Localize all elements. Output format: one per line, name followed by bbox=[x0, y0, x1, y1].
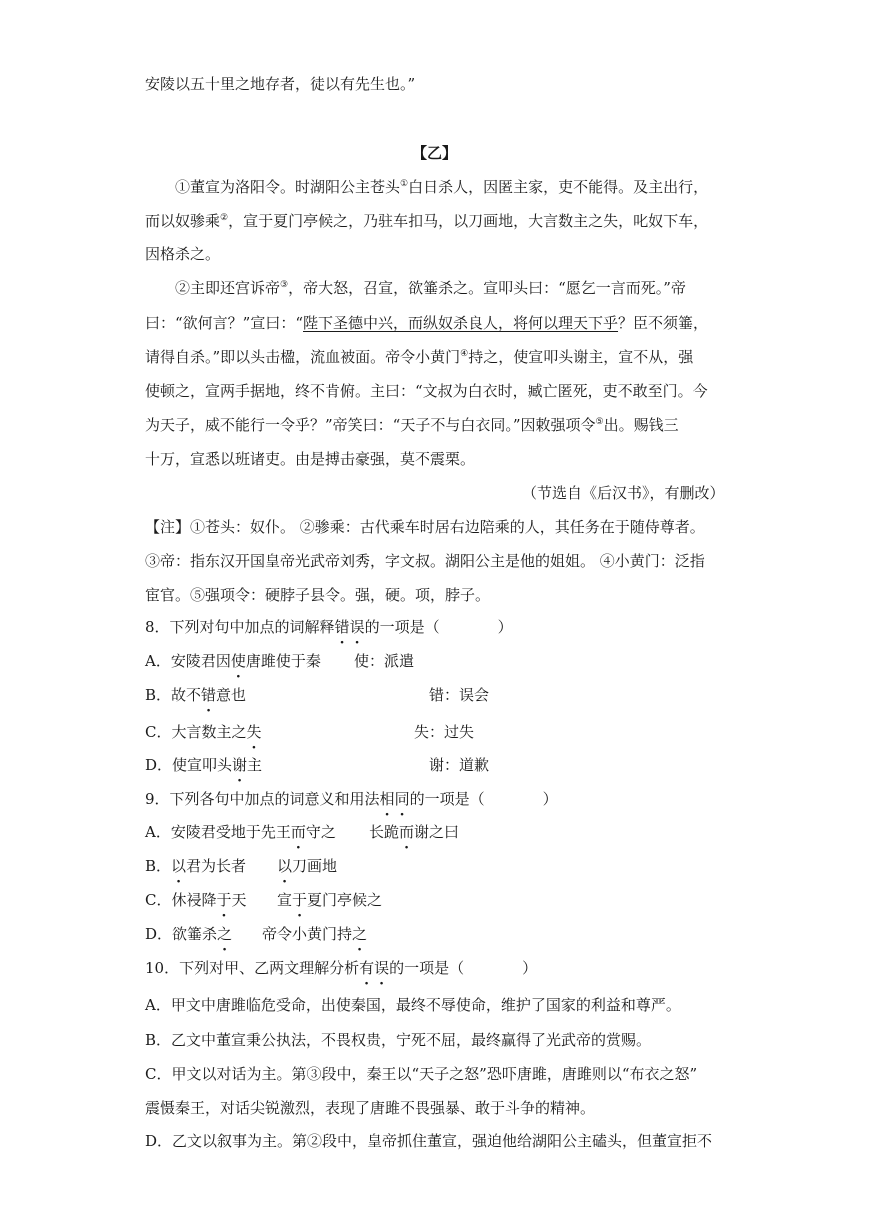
dotted-char: 以 bbox=[277, 857, 293, 875]
option-line bbox=[145, 755, 262, 775]
option-line bbox=[145, 722, 262, 742]
option-text: A．安陵君因 bbox=[145, 652, 231, 670]
option-line: 震慑秦王，对话尖锐激烈，表现了唐雎不畏强暴、敢于斗争的精神。 bbox=[145, 1099, 596, 1117]
option-line: C．甲文以对话为主。第③段中，秦王以“天子之怒”恐吓唐雎，唐雎则以“布衣之怒” bbox=[145, 1065, 698, 1083]
option-text: 天 bbox=[231, 891, 247, 909]
dotted-char: 相 bbox=[379, 790, 395, 808]
dotted-char: 失 bbox=[246, 723, 262, 741]
option-text: 君为长者 bbox=[186, 857, 247, 875]
footnote-mark: ③ bbox=[280, 280, 289, 290]
line-text: ？臣不须箠， bbox=[618, 314, 709, 332]
line-text: 因格杀之。 bbox=[145, 245, 221, 263]
option-text: 夏门亭候之 bbox=[307, 891, 383, 909]
paragraph-line bbox=[145, 211, 708, 231]
option-text: 刀画地 bbox=[292, 857, 338, 875]
line-text: 安陵以五十里之地存者，徒以有先生也。” bbox=[145, 75, 416, 93]
option-gloss: 失：过失 bbox=[414, 723, 475, 741]
option-line: D．乙文以叙事为主。第②段中，皇帝抓住董宣，强迫他给湖阳公主磕头，但董宣拒不 bbox=[145, 1132, 713, 1150]
section-heading: 【乙】 bbox=[411, 144, 457, 162]
line-text: 曰：“欲何言？”宣曰：“ bbox=[145, 314, 304, 332]
line-text: 10．下列对甲、乙两文理解分析 bbox=[145, 959, 360, 977]
line-text: 持之，使宣叩头谢主，宣不从，强 bbox=[468, 348, 694, 366]
option-text: A．安陵君受地于先王 bbox=[145, 823, 291, 841]
option-text: 唐雎使于秦 bbox=[245, 652, 321, 670]
dotted-char: 错 bbox=[201, 686, 217, 704]
underlined-sentence: 陛下圣德中兴，而纵奴杀良人，将何以理天下乎 bbox=[303, 314, 619, 332]
option-line bbox=[145, 856, 246, 876]
option-text: 意也 bbox=[216, 686, 247, 704]
line-text: 8．下列对句中加点的词解释 bbox=[145, 618, 335, 636]
note-line bbox=[145, 551, 705, 571]
line-text: 十万，宣悉以班诸吏。由是搏击豪强，莫不震栗。 bbox=[145, 450, 476, 468]
option-text: B．故不 bbox=[145, 686, 202, 704]
line-text: 9．下列各句中加点的词意义和用法 bbox=[145, 790, 380, 808]
option-text: B． bbox=[145, 857, 172, 875]
line-text: 的一项是（ bbox=[389, 959, 465, 977]
option-text: 长跪 bbox=[369, 823, 400, 841]
paragraph-line bbox=[145, 244, 220, 264]
source-citation: （节选自《后汉书》，有删改） bbox=[522, 484, 725, 502]
paragraph-line bbox=[145, 347, 693, 367]
option-gloss: 谢：道歉 bbox=[429, 756, 490, 774]
option-line bbox=[145, 822, 336, 842]
paragraph-line bbox=[145, 381, 708, 401]
line-text: ①董宣为洛阳令。时湖阳公主苍头 bbox=[175, 178, 401, 196]
line-text: ） bbox=[497, 618, 513, 636]
option-text: 宣 bbox=[277, 891, 293, 909]
option-text: C．休祲降 bbox=[145, 891, 217, 909]
option-gloss: 使：派遣 bbox=[354, 652, 415, 670]
option-line bbox=[145, 890, 247, 910]
dotted-char: 而 bbox=[399, 823, 415, 841]
footnote-mark: ② bbox=[220, 213, 229, 223]
dotted-char: 之 bbox=[352, 925, 368, 943]
line-text: 而以奴骖乘 bbox=[145, 212, 221, 230]
line-text: 的一项是（ bbox=[364, 618, 440, 636]
dotted-char: 于 bbox=[216, 891, 232, 909]
line-text: 出。赐钱三 bbox=[603, 416, 679, 434]
dotted-char: 谢 bbox=[232, 756, 248, 774]
option-gloss: 错：误会 bbox=[429, 686, 490, 704]
footnote-mark: ⑤ bbox=[595, 417, 604, 427]
dotted-char: 以 bbox=[171, 857, 187, 875]
dotted-char: 之 bbox=[217, 925, 233, 943]
option-text: D．使宣叩头 bbox=[145, 756, 233, 774]
footnote-mark: ④ bbox=[460, 349, 469, 359]
paragraph-line bbox=[175, 278, 686, 298]
option-line: B．乙文中董宣秉公执法，不畏权贵，宁死不屈，最终赢得了光武帝的赏赐。 bbox=[145, 1031, 652, 1049]
note-line bbox=[145, 585, 490, 605]
dotted-char: 误 bbox=[349, 618, 365, 636]
option-text: 谢之曰 bbox=[414, 823, 460, 841]
dotted-char: 错 bbox=[334, 618, 350, 636]
line-text: 请得自杀。”即以头击楹，流血被面。帝令小黄门 bbox=[145, 348, 461, 366]
option-text: 主 bbox=[247, 756, 263, 774]
line-text: ） bbox=[522, 959, 538, 977]
question-stem bbox=[145, 617, 513, 637]
dotted-char: 有 bbox=[359, 959, 375, 977]
option-line bbox=[277, 856, 337, 876]
line-text: 使顿之，宣两手据地，终不肯俯。主曰：“文叔为白衣时，臧亡匿死，吏不敢至门。今 bbox=[145, 382, 708, 400]
paragraph-line bbox=[145, 449, 475, 469]
option-line bbox=[369, 822, 459, 842]
option-text: C．大言数主之 bbox=[145, 723, 247, 741]
line-text: 白日杀人，因匿主家，吏不能得。及主出行， bbox=[408, 178, 709, 196]
dotted-char: 于 bbox=[292, 891, 308, 909]
option-line bbox=[145, 685, 246, 705]
option-text: 帝令小黄门持 bbox=[262, 925, 353, 943]
line-text: ） bbox=[542, 790, 558, 808]
line-text: ，宣于夏门亭候之，乃驻车扣马，以刀画地，大言数主之失，叱奴下车， bbox=[228, 212, 709, 230]
dotted-char: 同 bbox=[394, 790, 410, 808]
footnote-mark: ① bbox=[400, 179, 409, 189]
paragraph-line bbox=[145, 415, 679, 435]
line-text: 的一项是（ bbox=[409, 790, 485, 808]
dotted-char: 而 bbox=[290, 823, 306, 841]
note-line bbox=[145, 517, 705, 537]
line-text: ②主即还宫诉帝 bbox=[175, 279, 281, 297]
line-text: ，帝大怒，召宣，欲箠杀之。宣叩头曰：“愿乞一言而死。”帝 bbox=[288, 279, 686, 297]
option-line bbox=[262, 924, 367, 944]
option-line: A．甲文中唐雎临危受命，出使秦国，最终不辱使命，维护了国家的利益和尊严。 bbox=[145, 996, 681, 1014]
option-text: D．欲箠杀 bbox=[145, 925, 218, 943]
paragraph-line bbox=[175, 177, 708, 197]
line-text: 【注】①苍头：奴仆。 ②骖乘：古代乘车时居右边陪乘的人，其任务在于随侍尊者。 bbox=[145, 518, 705, 536]
question-stem bbox=[145, 789, 558, 809]
dotted-char: 误 bbox=[374, 959, 390, 977]
option-line bbox=[145, 924, 232, 944]
line-text: 为天子，威不能行一令乎？”帝笑曰：“天子不与白衣同。”因敕强项令 bbox=[145, 416, 596, 434]
option-line bbox=[145, 651, 321, 671]
question-stem bbox=[145, 958, 537, 978]
line-text: 宦官。⑤强项令：硬脖子县令。强，硬。项，脖子。 bbox=[145, 586, 491, 604]
line-text: ③帝：指东汉开国皇帝光武帝刘秀，字文叔。湖阳公主是他的姐姐。 ④小黄门：泛指 bbox=[145, 552, 705, 570]
option-text: 守之 bbox=[305, 823, 336, 841]
dotted-char: 使 bbox=[230, 652, 246, 670]
option-line bbox=[277, 890, 382, 910]
text-line bbox=[145, 74, 415, 94]
paragraph-line bbox=[145, 313, 708, 333]
